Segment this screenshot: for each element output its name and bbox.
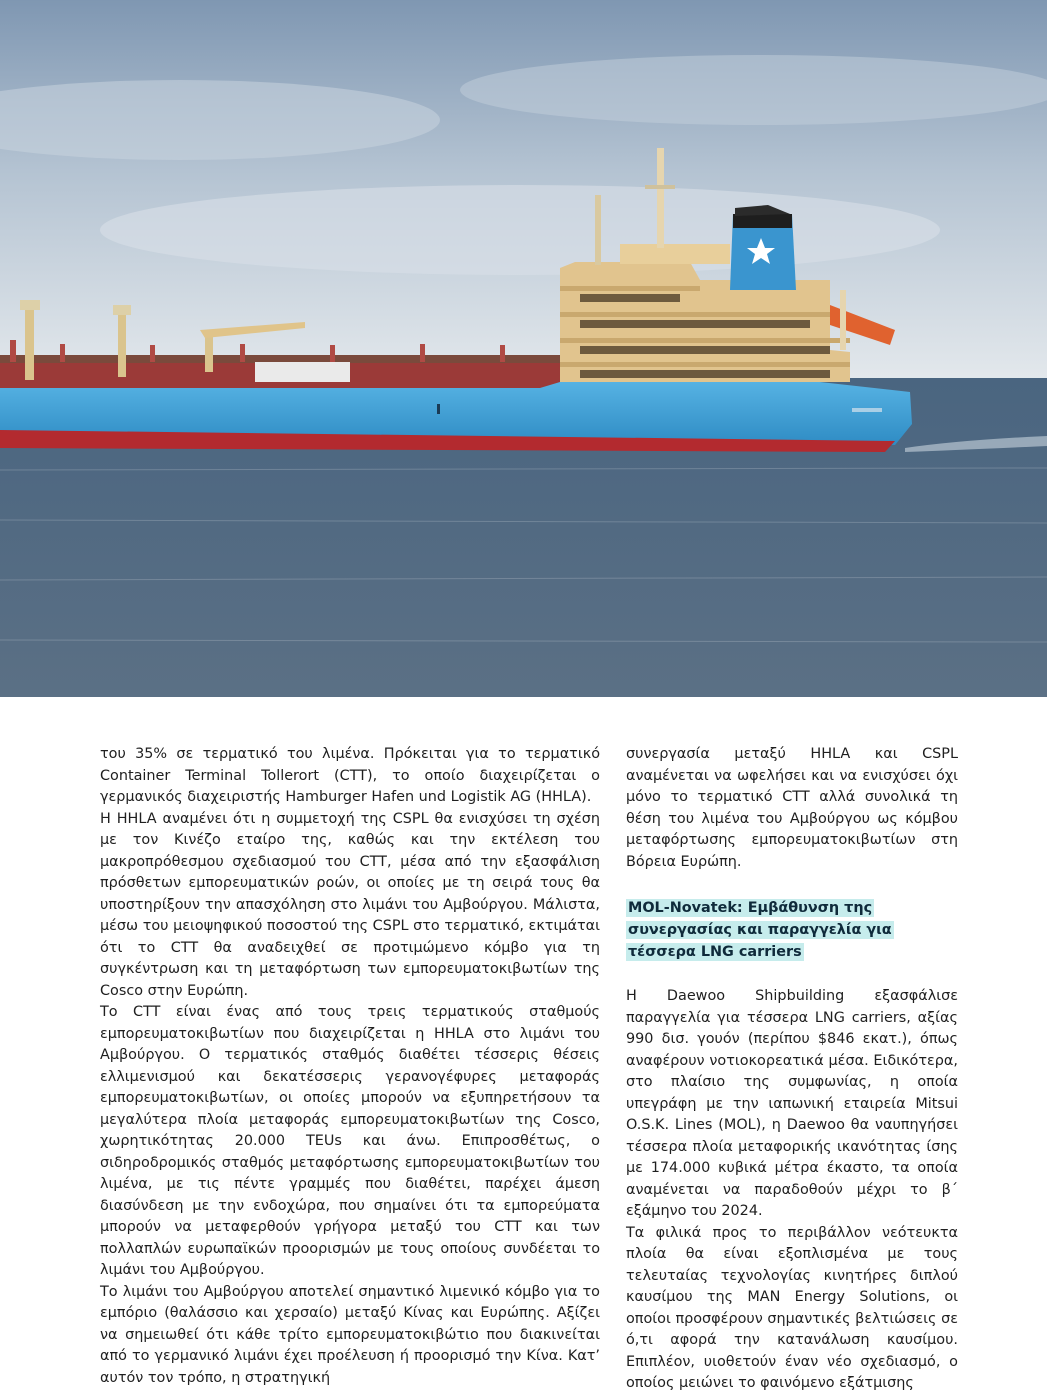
article-left-column	[100, 744, 600, 1389]
article-right-column	[626, 744, 958, 1395]
section-heading-text: MOL-Novatek: Εμβάθυνση της συνεργασίας και παραγγελία για τέσσερα LNG carriers	[628, 900, 892, 960]
paragraph: Η Daewoo Shipbuilding εξασφάλισε παραγγελία για τέσσερα LNG carriers, αξίας 990 δισ. γουόν (περίπου $846 εκατ.), όπως αναφέρουν νοτιοκορεατικά μέσα. Ειδικότερα, στο πλαίσιο της συμφωνίας, η οποία υπεγράφη με την ιαπωνική εταιρεία Mitsui O.S.K. Lines (MOL), η Daewoo θα ναυπηγήσει τέσσερα πλοία μεταφορικής ικανότητας ίσης με 174.000 κυβικά μέτρα έκαστο, τα οποία αναμένεται να παραδοθούν μέχρι το β΄ εξάμηνο του 2024.	[626, 988, 958, 1219]
paragraph: Τα φιλικά προς το περιβάλλον νεότευκτα πλοία θα είναι εξοπλισμένα με τους τελευταίας τεχνολογίας κινητήρες διπλού καυσίμου της MAN Energy Solutions, οι οποίοι προσφέρουν σημαντικές βελτιώσεις σε ό,τι αφορά την κατανάλωση καυσίμου. Επιπλέον, υιοθετούν έναν νέο σχεδιασμό, ο οποίος μειώνει το φαινόμενο εξάτμισης	[626, 1224, 958, 1391]
section-heading	[626, 897, 958, 963]
paragraph: του 35% σε τερματικό του λιμένα. Πρόκειται για το τερματικό Container Terminal Tollerort (CTT), το οποίο διαχειρίζεται ο γερμανικός διαχειριστής Hamburger Hafen und Logistik AG (HHLA).	[100, 746, 600, 805]
paragraph: Η HHLA αναμένει ότι η συμμετοχή της CSPL θα ενισχύσει τη σχέση με τον Κινέζο εταίρο της, καθώς και την εκτέλεση του μακροπρόθεσμου σχεδιασμού του CTT, μέσα από την εξασφάλιση πρόσθετων εμπορευματικών ροών, οι οποίες με τη σειρά τους θα υποστηρίξουν την απασχόληση στο λιμάνι του Αμβούργου. Μάλιστα, μέσω του μειοψηφικού ποσοστού της CSPL στο τερματικό, εκτιμάται ότι το CTT θα αναδειχθεί σε προτιμώμενο κόμβο για τη συγκέντρωση και τη μεταφόρτωση των εμπορευματοκιβωτίων της Cosco στην Ευρώπη.	[100, 810, 600, 999]
paragraph: Το CTT είναι ένας από τους τρεις τερματικούς σταθμούς εμπορευματοκιβωτίων που διαχειρίζεται η HHLA στο λιμάνι του Αμβούργου. Ο τερματικός σταθμός διαθέτει τέσσερις θέσεις ελλιμενισμού και δεκατέσσερις γερανογέφυρες μεταφοράς εμπορευματοκιβωτίων, οι οποίες μπορούν να εξυπηρετήσουν τα μεγαλύτερα πλοία μεταφοράς εμπορευματοκιβωτίων της Cosco, χωρητικότητας 20.000 TEUs και άνω. Επιπροσθέτως, ο σιδηροδρομικός σταθμός μεταφόρτωσης εμπορευματοκιβωτίων του λιμένα, με τις πέντε γραμμές που διαθέτει, παρέχει άμεση διασύνδεση με την ενδοχώρα, που σημαίνει ότι τα εμπορεύματα μπορούν να μεταφερθούν γρήγορα μεταξύ του CTT και των πολλαπλών ευρωπαϊκών προορισμών με τους οποίους συνδέεται το λιμάνι του Αμβούργου.	[100, 1004, 600, 1278]
paragraph: Το λιμάνι του Αμβούργου αποτελεί σημαντικό λιμενικό κόμβο για το εμπόριο (θαλάσσιο και χερσαίο) μεταξύ Κίνας και Ευρώπης. Αξίζει να σημειωθεί ότι κάθε τρίτο εμπορευματοκιβώτιο που διακινείται από το γερμανικό λιμάνι έχει προέλευση ή προορισμό την Κίνα. Κατ’ αυτόν τον τρόπο, η στρατηγική	[100, 1283, 600, 1386]
ship-photo-icon	[0, 0, 1047, 697]
tanker-ship-photo	[0, 0, 1047, 697]
paragraph: συνεργασία μεταξύ HHLA και CSPL αναμένεται να ωφελήσει και να ενισχύσει όχι μόνο το τερματικό CTT αλλά συνολικά τη θέση του λιμένα του Αμβούργου ως κόμβου μεταφόρτωσης εμπορευματοκιβωτίων στη Βόρεια Ευρώπη.	[626, 746, 958, 870]
